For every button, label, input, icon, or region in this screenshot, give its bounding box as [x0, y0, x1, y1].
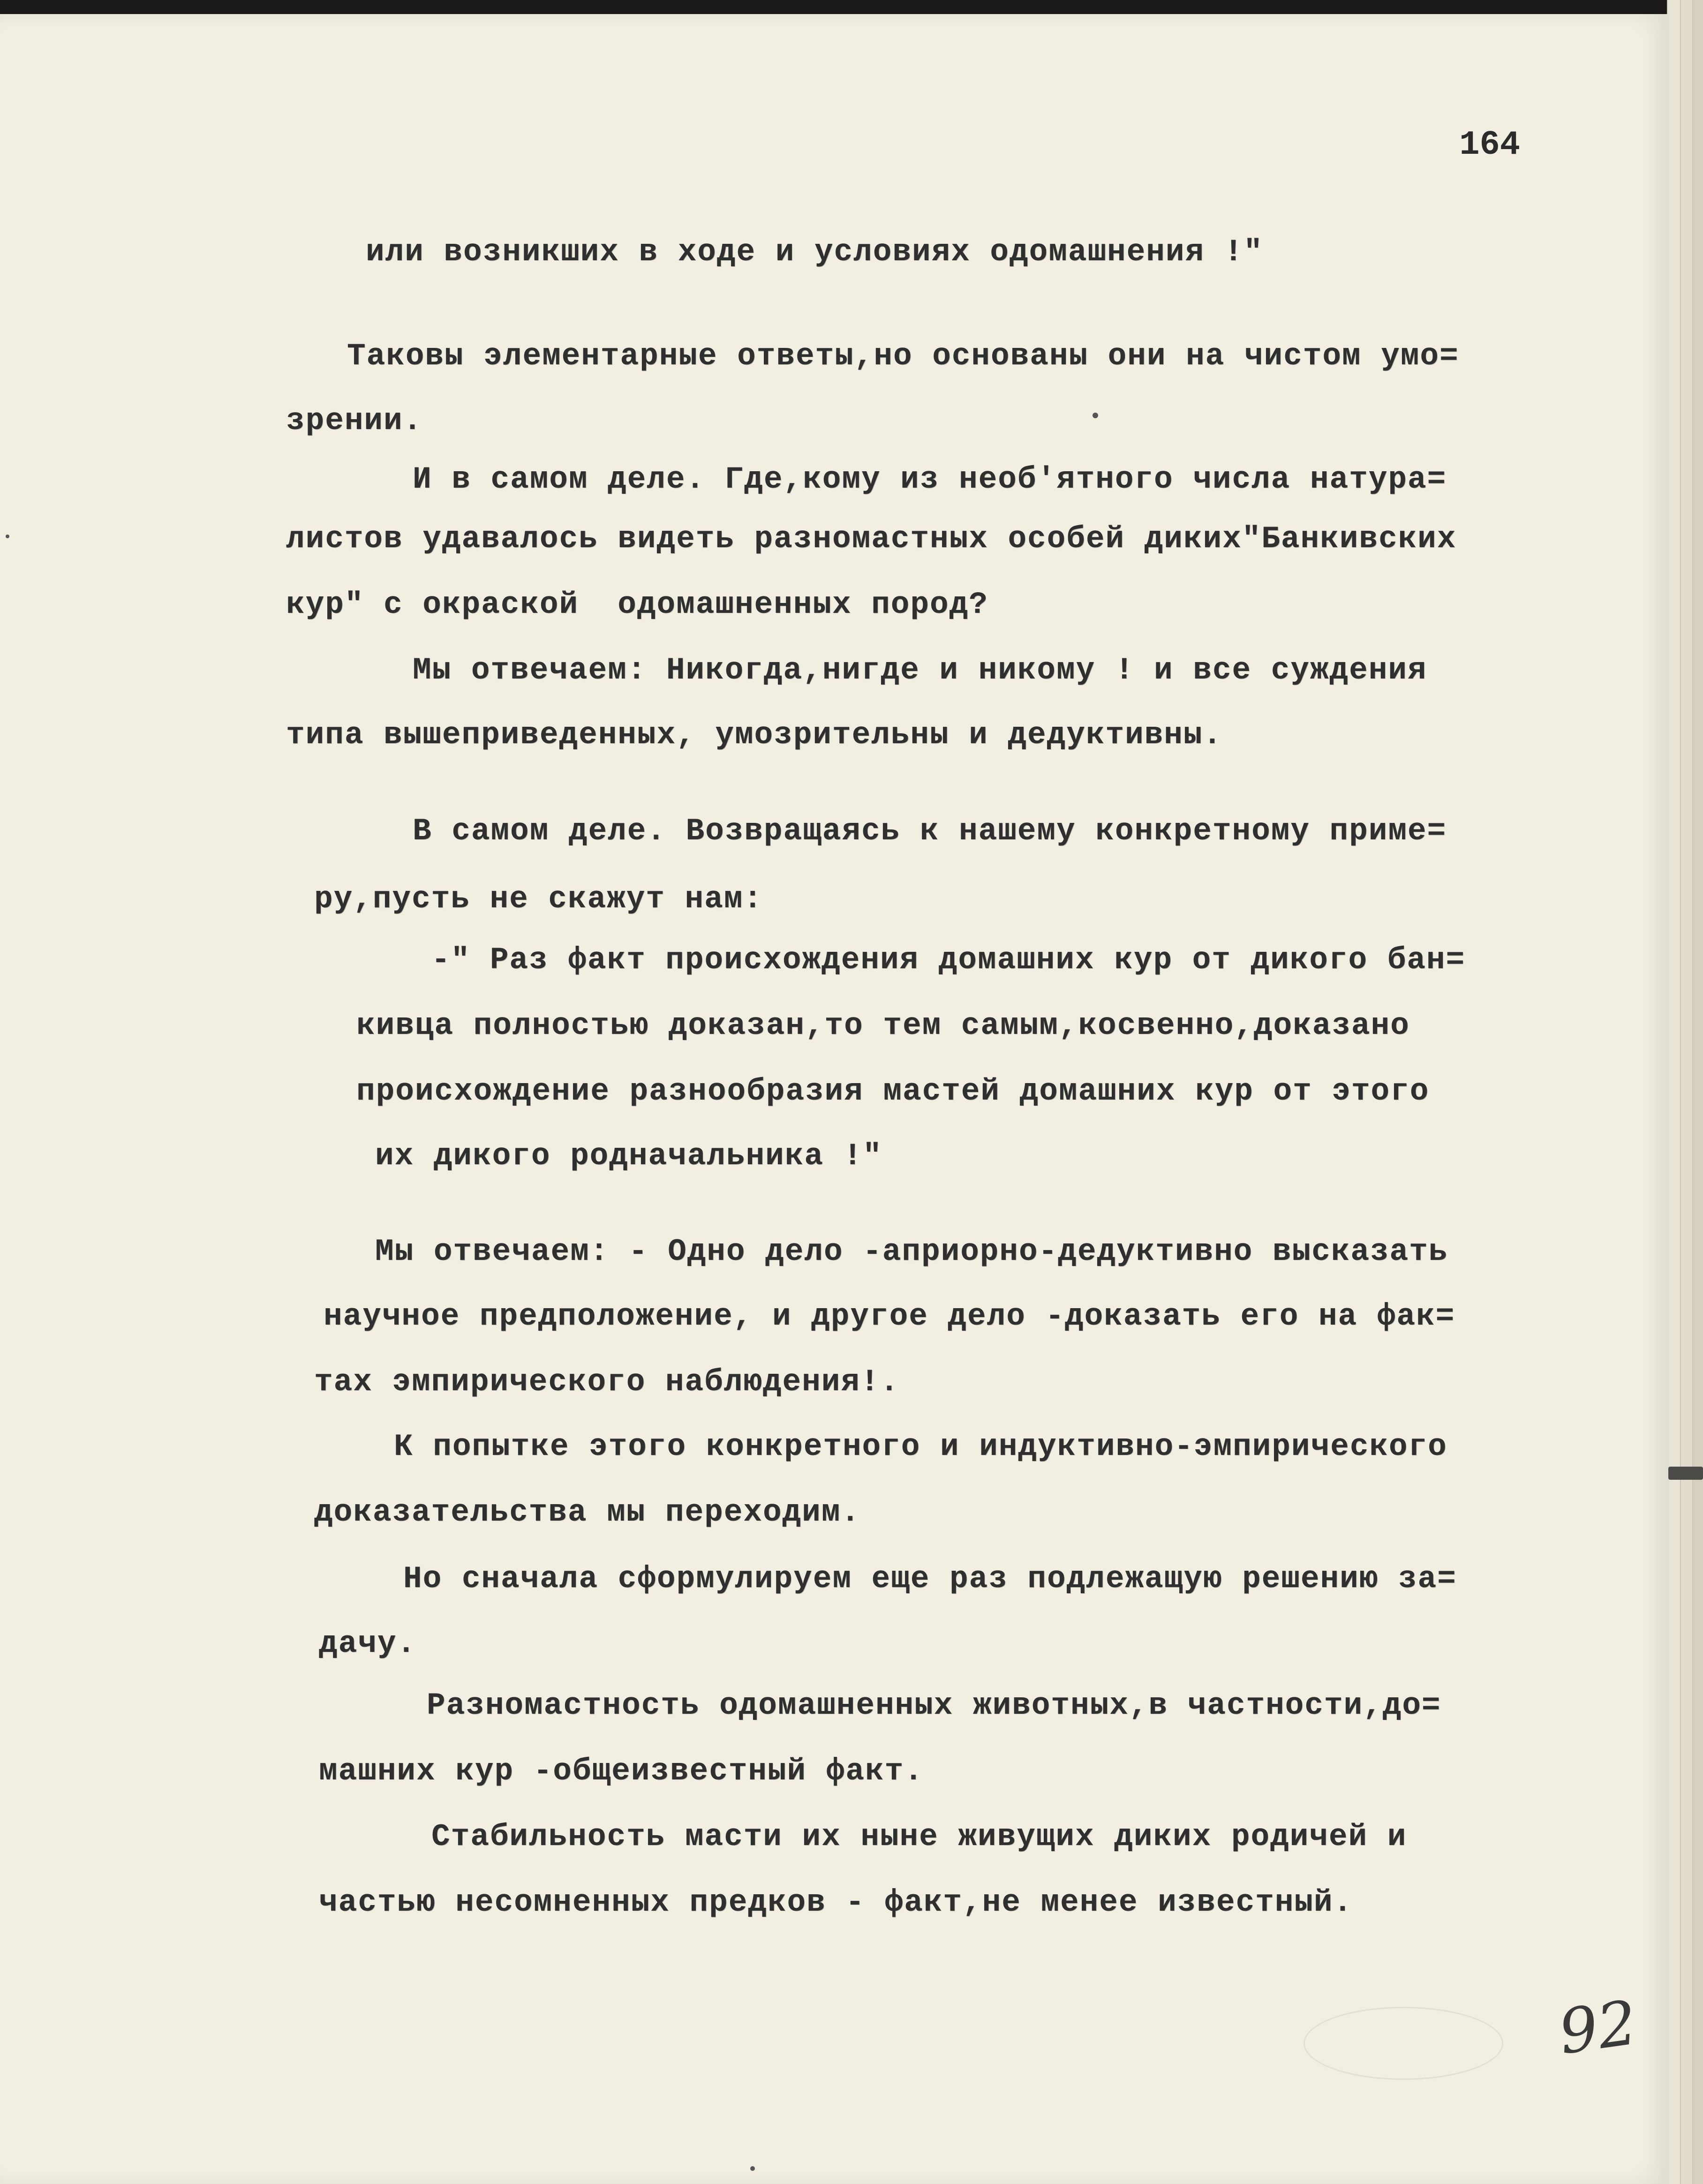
text-line: типа вышеприведенных, умозрительны и дедуктивны.: [286, 717, 1223, 753]
handwritten-page-number: 92: [1554, 1987, 1642, 2068]
text-line: Мы отвечаем: Никогда,нигде и никому ! и все суждения: [413, 653, 1427, 688]
paper-speck: [1093, 413, 1098, 418]
text-line: Мы отвечаем: - Одно дело -априорно-дедуктивно высказать: [375, 1234, 1448, 1269]
text-line: ру,пусть не скажут нам:: [314, 881, 763, 917]
text-line: К попытке этого конкретного и индуктивно-эмпирического: [394, 1429, 1447, 1464]
text-line: или возникших в ходе и условиях одомашнения !": [366, 234, 1263, 270]
text-line: дачу.: [319, 1626, 417, 1661]
paper-speck: [750, 2166, 755, 2171]
text-line: кур" с окраской одомашненных пород?: [286, 587, 988, 622]
text-line: происхождение разнообразия мастей домашних кур от этого: [356, 1074, 1430, 1109]
text-line: Но сначала сформулируем еще раз подлежащую решению за=: [403, 1561, 1457, 1597]
paper-speck: [6, 535, 9, 538]
page-edge: [1680, 0, 1693, 2184]
page-number: 164: [1459, 126, 1520, 164]
text-line: В самом деле. Возвращаясь к нашему конкретному приме=: [413, 813, 1447, 849]
page-edge: [1692, 0, 1703, 2184]
text-line: кивца полностью доказан,то тем самым,косвенно,доказано: [356, 1008, 1410, 1043]
text-line: -" Раз факт происхождения домашних кур от дикого бан=: [431, 942, 1466, 978]
text-line: листов удавалось видеть разномастных особей диких"Банкивских: [286, 521, 1457, 557]
text-line: их дикого родначальника !": [375, 1138, 882, 1174]
text-line: И в самом деле. Где,кому из необ'ятного числа натура=: [413, 462, 1447, 497]
text-line: Стабильность масти их ныне живущих диких родичей и: [431, 1819, 1407, 1854]
text-line: Таковы элементарные ответы,но основаны они на чистом умо=: [347, 339, 1459, 374]
text-line: Разномастность одомашненных животных,в частности,до=: [427, 1688, 1441, 1723]
faint-stamp: [1304, 2007, 1503, 2080]
text-line: частью несомненных предков - факт,не менее известный.: [319, 1885, 1353, 1920]
text-line: зрении.: [286, 403, 423, 438]
text-line: доказательства мы переходим.: [314, 1495, 860, 1530]
text-line: научное предположение, и другое дело -доказать его на фак=: [324, 1299, 1455, 1334]
text-line: машних кур -общеизвестный факт.: [319, 1754, 924, 1789]
binder-clip: [1668, 1467, 1703, 1480]
text-line: тах эмпирического наблюдения!.: [314, 1364, 900, 1400]
